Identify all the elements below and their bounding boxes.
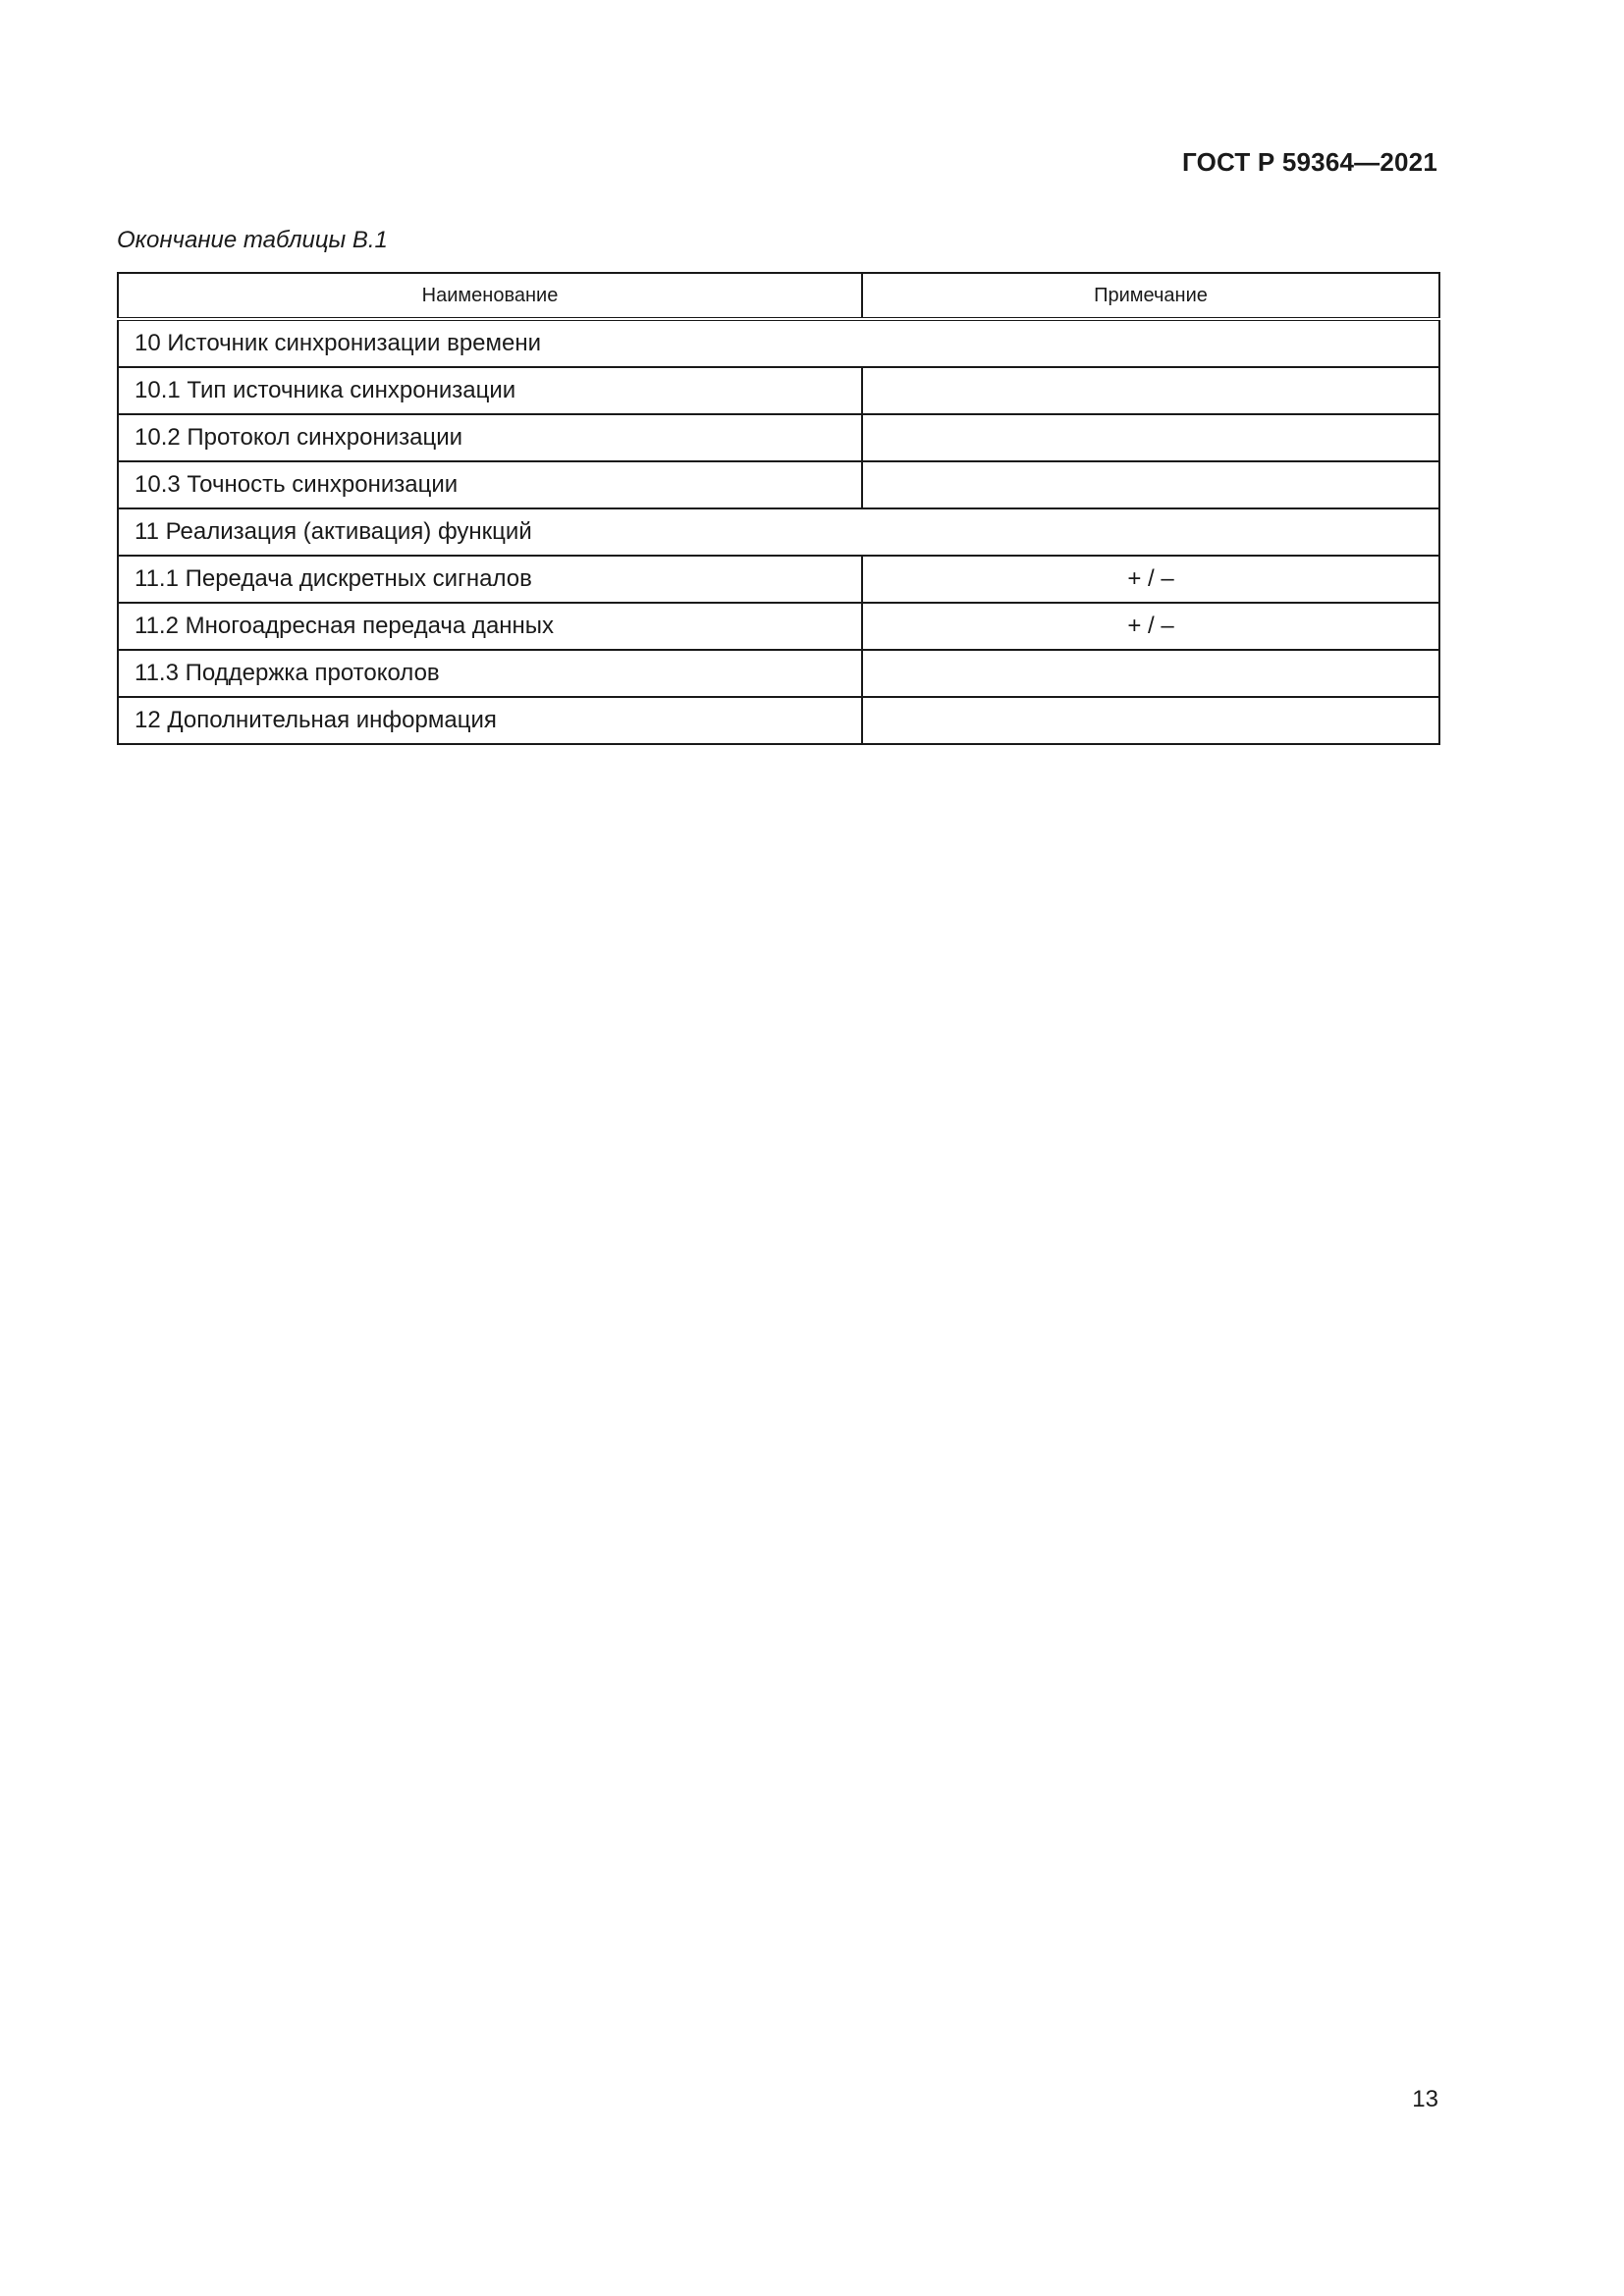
- section-title-cell: 10 Источник синхронизации времени: [118, 319, 1439, 367]
- note-cell: [862, 414, 1439, 461]
- note-cell: + / –: [862, 556, 1439, 603]
- table-row: [118, 508, 1439, 556]
- table-row: [118, 461, 1439, 508]
- column-header-name: Наименование: [118, 273, 862, 319]
- name-cell: 10.1 Тип источника синхронизации: [118, 367, 862, 414]
- note-cell: [862, 697, 1439, 744]
- name-cell: 12 Дополнительная информация: [118, 697, 862, 744]
- table-caption: Окончание таблицы В.1: [117, 227, 388, 253]
- note-cell: [862, 650, 1439, 697]
- column-header-note: Примечание: [862, 273, 1439, 319]
- name-cell: 10.3 Точность синхронизации: [118, 461, 862, 508]
- name-cell: 11.2 Многоадресная передача данных: [118, 603, 862, 650]
- note-cell: [862, 367, 1439, 414]
- table-row: [118, 367, 1439, 414]
- table-row: [118, 603, 1439, 650]
- spec-table: [117, 272, 1440, 745]
- table-header-row: [118, 273, 1439, 319]
- table-row: [118, 319, 1439, 367]
- table-row: [118, 650, 1439, 697]
- note-cell: [862, 461, 1439, 508]
- name-cell: 11.3 Поддержка протоколов: [118, 650, 862, 697]
- name-cell: 10.2 Протокол синхронизации: [118, 414, 862, 461]
- table-row: [118, 414, 1439, 461]
- name-cell: 11.1 Передача дискретных сигналов: [118, 556, 862, 603]
- table-row: [118, 697, 1439, 744]
- document-code: ГОСТ Р 59364—2021: [1182, 147, 1437, 177]
- section-title-cell: 11 Реализация (активация) функций: [118, 508, 1439, 556]
- page-number: 13: [1412, 2086, 1438, 2112]
- note-cell: + / –: [862, 603, 1439, 650]
- table-row: [118, 556, 1439, 603]
